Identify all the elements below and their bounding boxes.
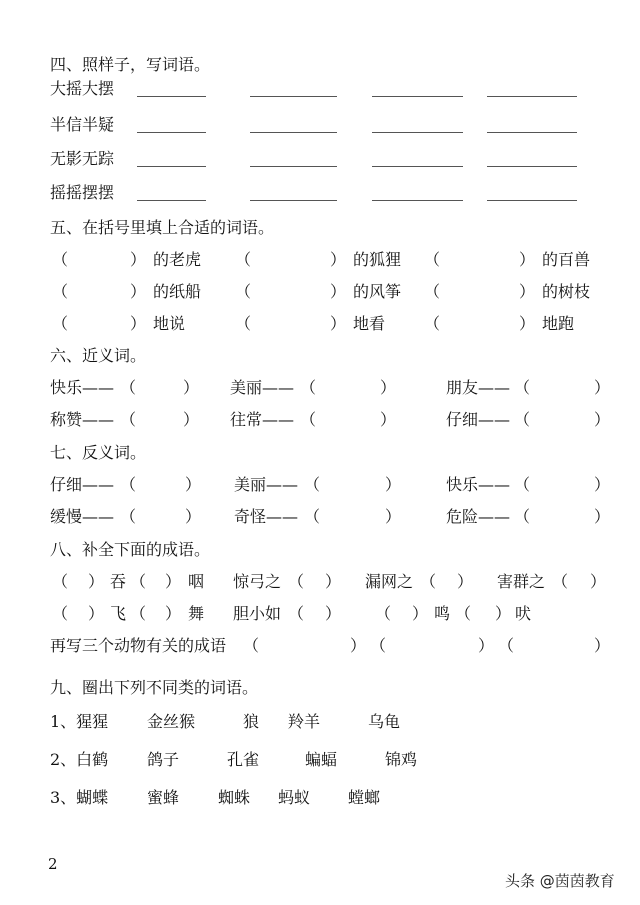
section-7-heading — [0, 443, 640, 463]
open-paren: （ — [288, 604, 305, 623]
text-fragment: 鸣 — [434, 604, 451, 623]
text-fragment[interactable]: 蜜蜂 — [147, 788, 180, 807]
text-fragment[interactable]: 蚂蚁 — [278, 788, 311, 807]
text-fragment: 称赞—— — [50, 410, 115, 429]
close-paren: ） — [380, 378, 397, 397]
text-fragment: 仔细—— — [446, 410, 511, 429]
close-paren: ） — [330, 282, 347, 301]
text-fragment[interactable]: 蝙蝠 — [305, 750, 338, 769]
close-paren: ） — [519, 314, 536, 333]
text-fragment[interactable]: 螳螂 — [348, 788, 381, 807]
idiom-row — [0, 572, 640, 592]
text-fragment[interactable]: 狼 — [243, 712, 260, 731]
section-5-heading — [0, 218, 640, 238]
close-paren: ） — [130, 282, 147, 301]
close-paren: ） — [590, 572, 607, 591]
blank-line[interactable] — [250, 96, 337, 97]
antonym-row — [0, 475, 640, 495]
blank-line[interactable] — [487, 200, 577, 201]
blank-line[interactable] — [250, 166, 337, 167]
open-paren: （ — [300, 378, 317, 397]
close-paren: ） — [185, 507, 202, 526]
close-paren: ） — [457, 572, 474, 591]
text-fragment: 咽 — [188, 572, 205, 591]
example-row — [0, 115, 640, 135]
synonym-row — [0, 378, 640, 398]
close-paren: ） — [130, 250, 147, 269]
text-fragment: 半信半疑 — [50, 115, 115, 134]
text-fragment: 奇怪—— — [234, 507, 299, 526]
text-fragment[interactable]: 乌龟 — [368, 712, 401, 731]
text-fragment: 大摇大摆 — [50, 79, 115, 98]
blank-line[interactable] — [487, 166, 577, 167]
text-fragment: 九、圈出下列不同类的词语。 — [50, 678, 259, 697]
open-paren: （ — [52, 572, 69, 591]
text-fragment: 快乐—— — [50, 378, 115, 397]
text-fragment: 无影无踪 — [50, 149, 115, 168]
text-fragment: 五、在括号里填上合适的词语。 — [50, 218, 275, 237]
blank-line[interactable] — [137, 96, 206, 97]
text-fragment: 四、照样子，写词语。 — [50, 55, 211, 74]
text-fragment: 往常—— — [230, 410, 295, 429]
text-fragment: 地跑 — [542, 314, 575, 333]
open-paren: （ — [420, 572, 437, 591]
text-fragment: 吠 — [515, 604, 532, 623]
close-paren: ） — [495, 604, 512, 623]
close-paren: ） — [478, 636, 495, 655]
open-paren: （ — [235, 250, 252, 269]
close-paren: ） — [330, 314, 347, 333]
open-paren: （ — [304, 507, 321, 526]
open-paren: （ — [455, 604, 472, 623]
open-paren: （ — [514, 507, 531, 526]
open-paren: （ — [130, 572, 147, 591]
close-paren: ） — [519, 250, 536, 269]
word-group-row — [0, 712, 640, 732]
blank-line[interactable] — [250, 200, 337, 201]
text-fragment: 惊弓之 — [233, 572, 282, 591]
section-8-heading — [0, 540, 640, 560]
close-paren: ） — [594, 507, 611, 526]
text-fragment: 舞 — [188, 604, 205, 623]
close-paren: ） — [330, 250, 347, 269]
close-paren: ） — [594, 378, 611, 397]
section-9-heading — [0, 678, 640, 698]
text-fragment: 的老虎 — [153, 250, 202, 269]
blank-line[interactable] — [137, 200, 206, 201]
text-fragment[interactable]: 锦鸡 — [385, 750, 418, 769]
text-fragment: 的百兽 — [542, 250, 591, 269]
close-paren: ） — [519, 282, 536, 301]
open-paren: （ — [120, 475, 137, 494]
close-paren: ） — [130, 314, 147, 333]
open-paren: （ — [300, 410, 317, 429]
antonym-row — [0, 507, 640, 527]
text-fragment: 的狐狸 — [353, 250, 402, 269]
text-fragment: 快乐—— — [446, 475, 511, 494]
open-paren: （ — [552, 572, 569, 591]
blank-line[interactable] — [137, 166, 206, 167]
close-paren: ） — [88, 572, 105, 591]
close-paren: ） — [185, 475, 202, 494]
text-fragment: 胆小如 — [233, 604, 282, 623]
text-fragment: 漏网之 — [365, 572, 414, 591]
text-fragment: 美丽—— — [234, 475, 299, 494]
synonym-row — [0, 410, 640, 430]
example-row — [0, 79, 640, 99]
blank-line[interactable] — [372, 166, 463, 167]
text-fragment: 害群之 — [497, 572, 546, 591]
text-fragment: 再写三个动物有关的成语 — [50, 636, 227, 655]
idiom-row — [0, 604, 640, 624]
word-group-row — [0, 788, 640, 808]
text-fragment: 地看 — [353, 314, 386, 333]
open-paren: （ — [120, 378, 137, 397]
text-fragment[interactable]: 蜘蛛 — [218, 788, 251, 807]
open-paren: （ — [514, 475, 531, 494]
close-paren: ） — [325, 572, 342, 591]
fill-row — [0, 250, 640, 270]
text-fragment: 缓慢—— — [50, 507, 115, 526]
blank-line[interactable] — [372, 96, 463, 97]
section-4-heading — [0, 55, 640, 75]
idiom-extra-row — [0, 636, 640, 656]
blank-line[interactable] — [487, 96, 577, 97]
close-paren: ） — [183, 410, 200, 429]
text-fragment: 的树枝 — [542, 282, 591, 301]
blank-line[interactable] — [372, 200, 463, 201]
close-paren: ） — [165, 572, 182, 591]
watermark: 头条 @茵茵教育 — [505, 872, 615, 890]
text-fragment: 美丽—— — [230, 378, 295, 397]
open-paren: （ — [235, 314, 252, 333]
text-fragment: 吞 — [110, 572, 127, 591]
text-fragment: 七、反义词。 — [50, 443, 147, 462]
text-fragment: 2、白鹤 — [50, 750, 109, 769]
close-paren: ） — [594, 636, 611, 655]
example-row — [0, 183, 640, 203]
close-paren: ） — [385, 507, 402, 526]
word-group-row — [0, 750, 640, 770]
text-fragment: 危险—— — [446, 507, 511, 526]
example-row — [0, 149, 640, 169]
text-fragment: 六、近义词。 — [50, 346, 147, 365]
text-fragment: 朋友—— — [446, 378, 511, 397]
open-paren: （ — [424, 314, 441, 333]
open-paren: （ — [514, 378, 531, 397]
text-fragment: 3、蝴蝶 — [50, 788, 109, 807]
text-fragment[interactable]: 羚羊 — [288, 712, 321, 731]
open-paren: （ — [52, 250, 69, 269]
blank-line[interactable] — [487, 132, 577, 133]
close-paren: ） — [88, 604, 105, 623]
open-paren: （ — [424, 282, 441, 301]
text-fragment: 仔细—— — [50, 475, 115, 494]
open-paren: （ — [375, 604, 392, 623]
section-6-heading — [0, 346, 640, 366]
open-paren: （ — [514, 410, 531, 429]
page-number: 2 — [48, 855, 58, 873]
blank-line[interactable] — [250, 132, 337, 133]
open-paren: （ — [120, 410, 137, 429]
text-fragment: 八、补全下面的成语。 — [50, 540, 211, 559]
open-paren: （ — [52, 282, 69, 301]
text-fragment[interactable]: 孔雀 — [227, 750, 260, 769]
close-paren: ） — [412, 604, 429, 623]
blank-line[interactable] — [137, 132, 206, 133]
close-paren: ） — [183, 378, 200, 397]
open-paren: （ — [498, 636, 515, 655]
fill-row — [0, 314, 640, 334]
fill-row — [0, 282, 640, 302]
open-paren: （ — [243, 636, 260, 655]
blank-line[interactable] — [372, 132, 463, 133]
close-paren: ） — [165, 604, 182, 623]
close-paren: ） — [594, 475, 611, 494]
text-fragment: 地说 — [153, 314, 186, 333]
open-paren: （ — [288, 572, 305, 591]
close-paren: ） — [325, 604, 342, 623]
open-paren: （ — [370, 636, 387, 655]
close-paren: ） — [350, 636, 367, 655]
open-paren: （ — [52, 314, 69, 333]
text-fragment[interactable]: 鸽子 — [147, 750, 180, 769]
text-fragment: 的风筝 — [353, 282, 402, 301]
text-fragment: 1、猩猩 — [50, 712, 109, 731]
text-fragment: 飞 — [110, 604, 127, 623]
open-paren: （ — [235, 282, 252, 301]
open-paren: （ — [52, 604, 69, 623]
text-fragment[interactable]: 金丝猴 — [147, 712, 196, 731]
close-paren: ） — [594, 410, 611, 429]
open-paren: （ — [304, 475, 321, 494]
open-paren: （ — [130, 604, 147, 623]
text-fragment: 的纸船 — [153, 282, 202, 301]
open-paren: （ — [424, 250, 441, 269]
open-paren: （ — [120, 507, 137, 526]
close-paren: ） — [380, 410, 397, 429]
close-paren: ） — [385, 475, 402, 494]
text-fragment: 摇摇摆摆 — [50, 183, 115, 202]
